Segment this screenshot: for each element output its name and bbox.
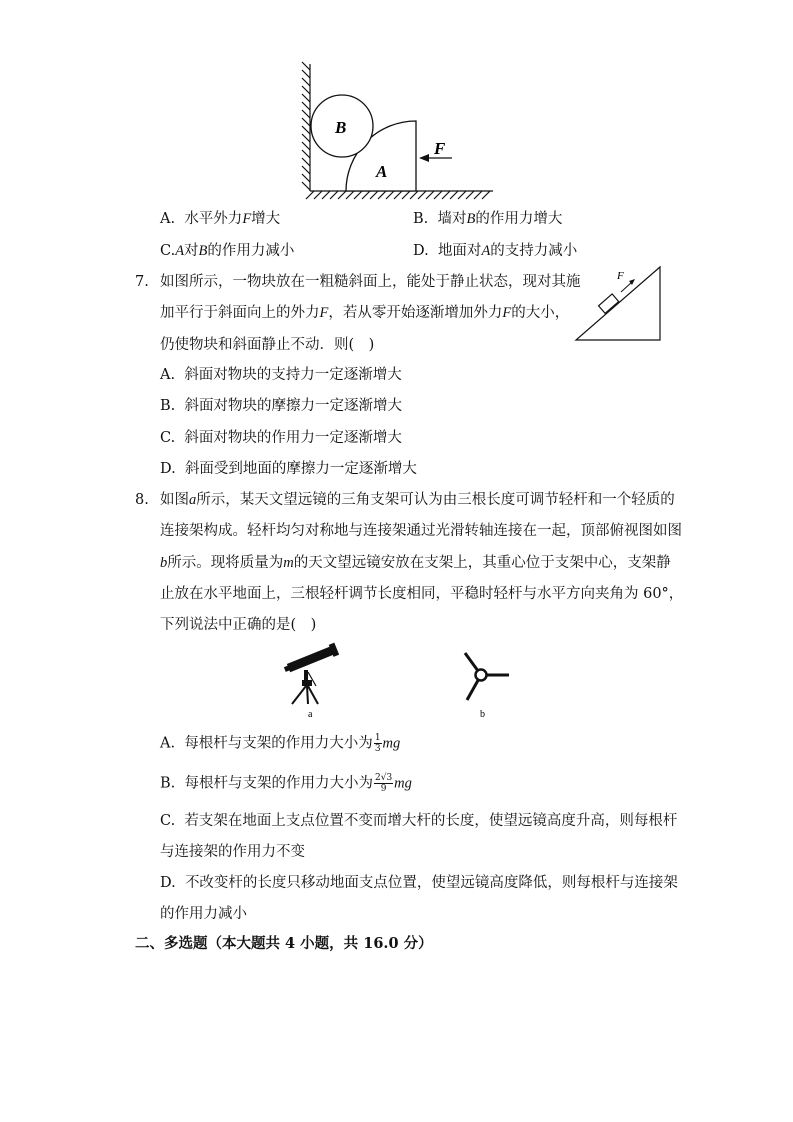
q7-number: 7. [135,274,149,290]
q6-option-c: C.A对B的作用力减小 [160,243,295,259]
q8-option-c-line2: 与连接架的作用力不变 [160,844,305,860]
q7-stem-line2: 加平行于斜面向上的外力F，若从零开始逐渐增加外力F的大小， [160,305,570,321]
q8-option-a: A. 每根杆与支架的作用力大小为 $\frac{1}{3}$ mg [160,733,401,754]
q8-option-c-line1: C. 若支架在地面上支点位置不变而增大杆的长度，使望远镜高度升高，则每根杆 [160,813,678,829]
fraction-one-third: $\frac{1}{3}$ [374,733,381,754]
q6-option-d: D. 地面对A的支持力减小 [413,243,578,259]
wall [302,62,310,191]
q8-line4: 止放在水平地面上，三根轻杆调节长度相同，平稳时轻杆与水平方向夹角为 60°， [160,586,684,602]
q8-option-d-line2: 的作用力减小 [160,906,247,922]
q8-line3: b所示。现将质量为m的天文望远镜安放在支架上，其重心位于支架中心，支架静 [160,555,671,571]
q8-option-d-line1: D. 不改变杆的长度只移动地面支点位置，使望远镜高度降低，则每根杆与连接架 [160,875,678,891]
label-a: A [376,162,388,181]
fraction-two-root-three-ninths: $\frac{2√3}{9}$ [374,773,393,794]
q7-incline-figure [574,262,664,344]
q7-option-d: D. 斜面受到地面的摩擦力一定逐渐增大 [160,461,417,477]
q7-label-f: F [617,270,624,282]
q8-line1: 如图a所示，某天文望远镜的三角支架可认为由三根长度可调节轻杆和一个轻质的 [160,492,675,508]
q7-stem-line3: 仍使物块和斜面静止不动．则( ) [160,337,375,353]
ground [306,191,493,199]
q7-option-c: C. 斜面对物块的作用力一定逐渐增大 [160,430,402,446]
q7-option-b: B. 斜面对物块的摩擦力一定逐渐增大 [160,398,402,414]
section-heading: 二、多选题（本大题共 4 小题，共 16.0 分） [135,935,433,952]
q7-force-arrow [621,282,632,292]
figure-a-label: a [308,709,313,720]
q6-option-b: B. 墙对B的作用力增大 [413,211,563,227]
q8-option-b: B. 每根杆与支架的作用力大小为 $\frac{2√3}{9}$ mg [160,773,412,794]
label-f: F [434,139,446,158]
q8-number: 8. [135,492,149,508]
q7-stem-line1: 如图所示，一物块放在一粗糙斜面上，能处于静止状态，现对其施 [160,274,581,290]
q7-option-a: A. 斜面对物块的支持力一定逐渐增大 [160,367,402,383]
q8-line2: 连接架构成。轻杆均匀对称地与连接架通过光滑转轴连接在一起，顶部俯视图如图 [160,523,682,539]
q6-option-a: A. 水平外力F增大 [160,211,281,227]
q8-figure-b-top-view [455,648,515,720]
figure-b-label: b [480,709,485,720]
q6-figure [290,60,500,200]
label-b: B [335,118,347,137]
q8-line5: 下列说法中正确的是( ) [160,617,317,633]
q8-figure-a-telescope [278,640,348,720]
